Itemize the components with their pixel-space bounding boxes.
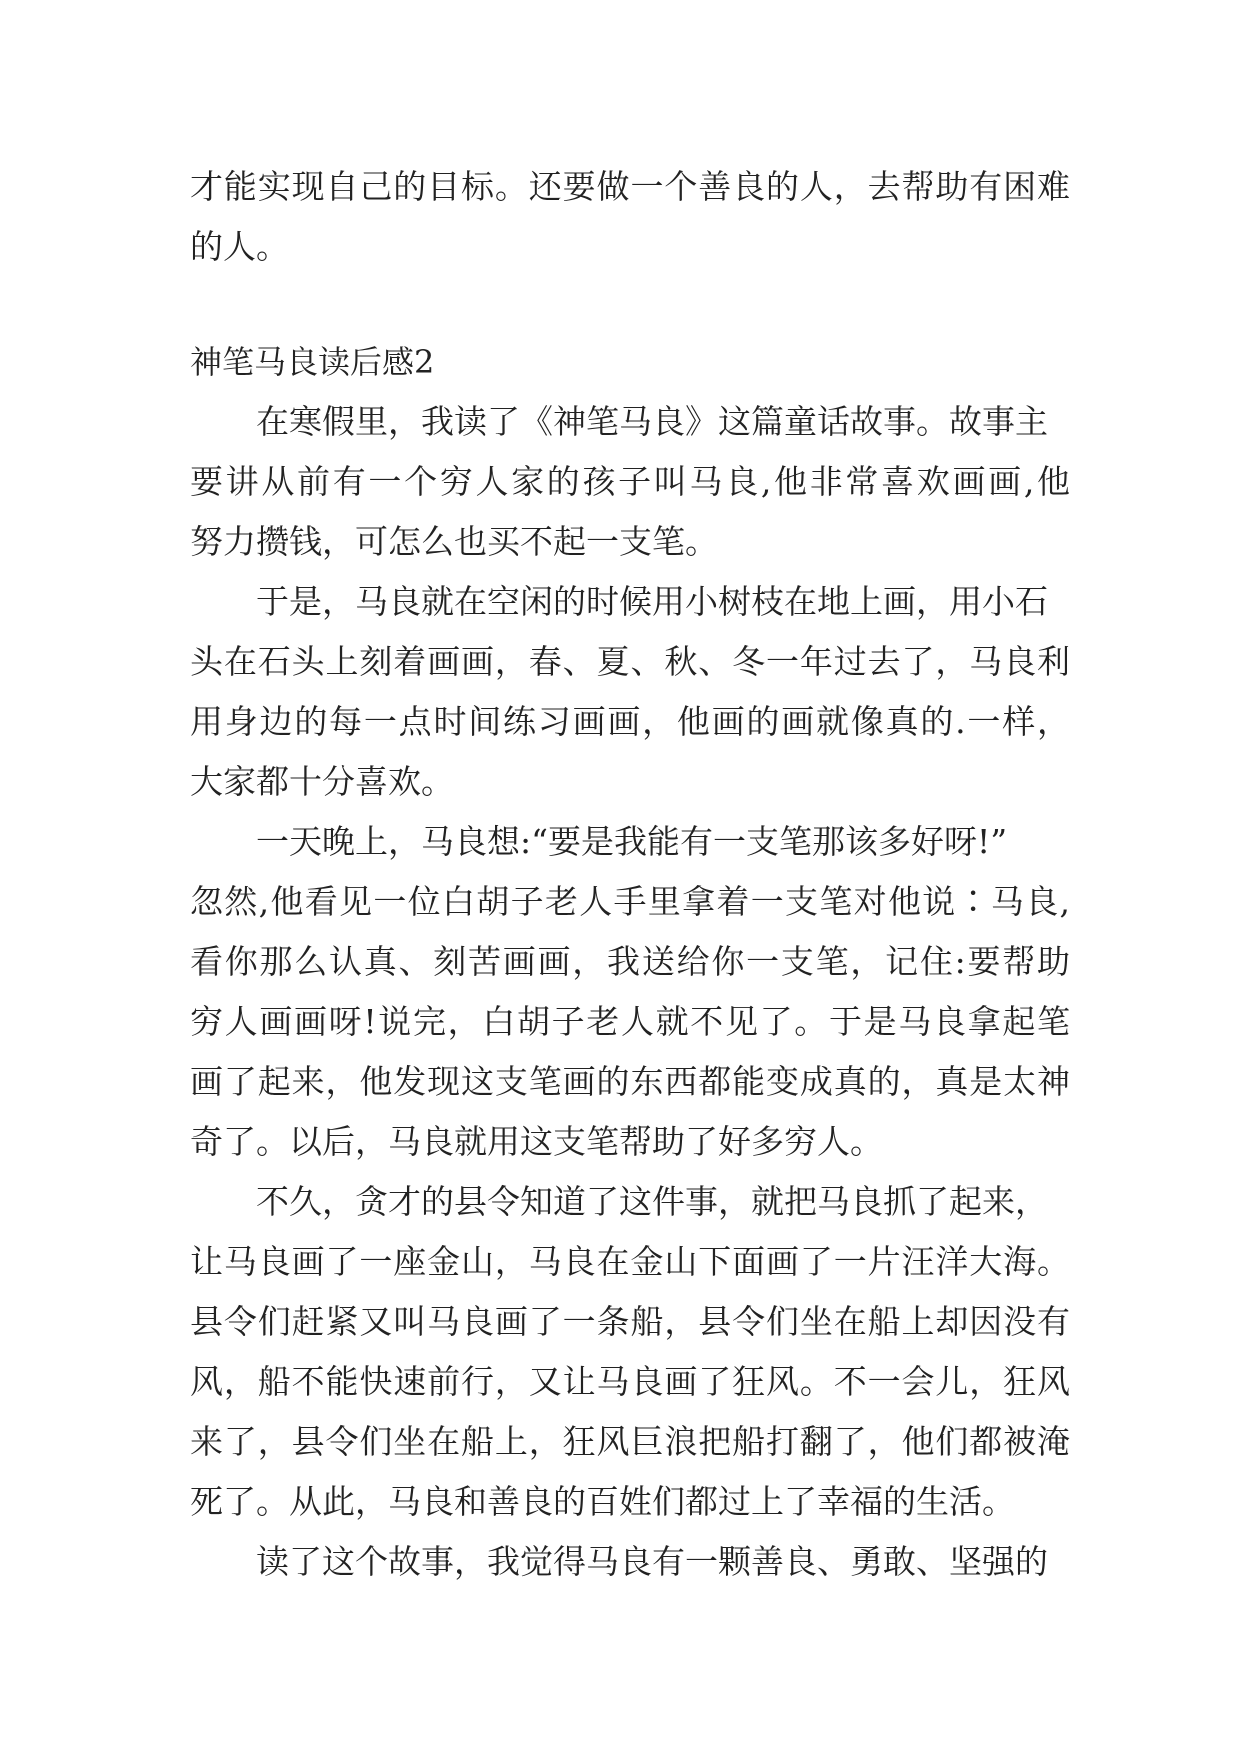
text-line: 要讲从前有一个穷人家的孩子叫马良,他非常喜欢画画,他 [190,462,1070,501]
text-line: 风，船不能快速前行，又让马良画了狂风。不一会儿，狂风 [190,1362,1070,1401]
paragraph-first-line: 于是，马良就在空闲的时候用小树枝在地上画，用小石 [256,582,1048,621]
paragraph-first-line: 不久，贪才的县令知道了这件事，就把马良抓了起来， [256,1182,1048,1221]
text-line: 大家都十分喜欢。 [190,762,454,801]
text-line: 让马良画了一座金山，马良在金山下面画了一片汪洋大海。 [190,1242,1070,1281]
text-line: 来了，县令们坐在船上，狂风巨浪把船打翻了，他们都被淹 [190,1422,1070,1461]
text-line: 奇了。以后，马良就用这支笔帮助了好多穷人。 [190,1122,883,1161]
text-line: 穷人画画呀!说完，白胡子老人就不见了。于是马良拿起笔 [190,1002,1070,1041]
text-line: 死了。从此，马良和善良的百姓们都过上了幸福的生活。 [190,1482,1015,1521]
text-line: 画了起来，他发现这支笔画的东西都能变成真的，真是太神 [190,1062,1070,1101]
text-line: 县令们赶紧又叫马良画了一条船，县令们坐在船上却因没有 [190,1302,1070,1341]
text-line: 用身边的每一点时间练习画画，他画的画就像真的.一样， [190,702,1070,741]
paragraph-first-line: 在寒假里，我读了《神笔马良》这篇童话故事。故事主 [256,402,1048,441]
paragraph-first-line: 读了这个故事，我觉得马良有一颗善良、勇敢、坚强的 [256,1542,1048,1581]
section-title: 神笔马良读后感2 [190,343,435,381]
text-line: 才能实现自己的目标。还要做一个善良的人，去帮助有困难 [190,167,1070,206]
text-line: 头在石头上刻着画画，春、夏、秋、冬一年过去了，马良利 [190,642,1070,681]
text-line: 努力攒钱，可怎么也买不起一支笔。 [190,522,718,561]
text-line: 忽然,他看见一位白胡子老人手里拿着一支笔对他说∶马良, [190,882,1070,921]
text-line: 的人。 [190,227,289,266]
text-line: 看你那么认真、刻苦画画，我送给你一支笔，记住:要帮助 [190,942,1070,981]
paragraph-first-line: 一天晚上，马良想:“要是我能有一支笔那该多好呀!” [256,822,1008,861]
